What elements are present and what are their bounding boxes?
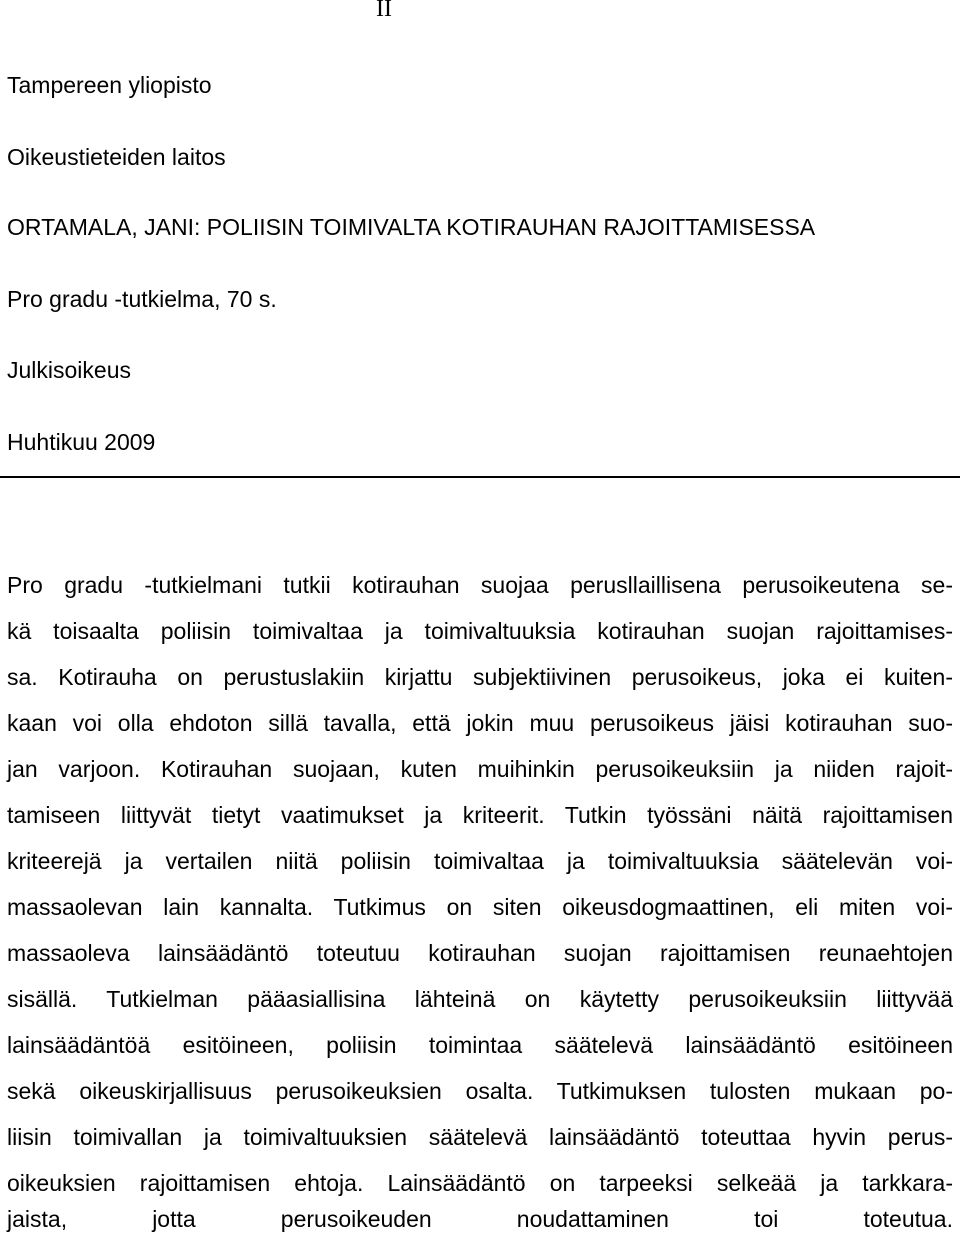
abstract-line: oikeuksien rajoittamisen ehtoja. Lainsäädäntö on tarpeeksi selkeää ja tarkkara-: [7, 1170, 953, 1196]
abstract-line: kriteerejä ja vertailen niitä poliisin toimivaltaa ja toimivaltuuksia säätelevän voi-: [7, 848, 953, 874]
separator-rule: [0, 476, 960, 478]
abstract-line: liisin toimivallan ja toimivaltuuksien säätelevä lainsäädäntö toteuttaa hyvin perus-: [7, 1124, 953, 1150]
field-of-study: Julkisoikeus: [7, 357, 131, 383]
author-and-title: ORTAMALA, JANI: POLIISIN TOIMIVALTA KOTIRAUHAN RAJOITTAMISESSA: [7, 214, 816, 240]
abstract-line: jaista, jotta perusoikeuden noudattaminen toi toteutua.: [7, 1206, 953, 1232]
abstract-line: massaolevan lain kannalta. Tutkimus on siten oikeusdogmaattinen, eli miten voi-: [7, 894, 953, 920]
abstract-line: kaan voi olla ehdoton sillä tavalla, että jokin muu perusoikeus jäisi kotirauhan suo-: [7, 710, 953, 736]
abstract-line: Pro gradu -tutkielmani tutkii kotirauhan suojaa perusllaillisena perusoikeutena se-: [7, 572, 953, 598]
abstract-line: massaoleva lainsäädäntö toteutuu kotirauhan suojan rajoittamisen reunaehtojen: [7, 940, 953, 966]
abstract-line: sisällä. Tutkielman pääasiallisina lähteinä on käytetty perusoikeuksiin liittyvää: [7, 986, 953, 1012]
abstract-line: lainsäädäntöä esitöineen, poliisin toimintaa säätelevä lainsäädäntö esitöineen: [7, 1032, 953, 1058]
abstract-line: tamiseen liittyvät tietyt vaatimukset ja kriteerit. Tutkin työssäni näitä rajoittamisen: [7, 802, 953, 828]
abstract-line: sekä oikeuskirjallisuus perusoikeuksien osalta. Tutkimuksen tulosten mukaan po-: [7, 1078, 953, 1104]
abstract-line: jan varjoon. Kotirauhan suojaan, kuten muihinkin perusoikeuksiin ja niiden rajoit-: [7, 756, 953, 782]
publication-date: Huhtikuu 2009: [7, 429, 156, 455]
university-name: Tampereen yliopisto: [7, 72, 212, 98]
page-number: II: [376, 0, 392, 22]
abstract-line: sa. Kotirauha on perustuslakiin kirjattu subjektiivinen perusoikeus, joka ei kuiten-: [7, 664, 953, 690]
abstract-line: kä toisaalta poliisin toimivaltaa ja toimivaltuuksia kotirauhan suojan rajoittamises-: [7, 618, 953, 644]
faculty-name: Oikeustieteiden laitos: [7, 144, 226, 170]
thesis-type: Pro gradu -tutkielma, 70 s.: [7, 286, 277, 312]
